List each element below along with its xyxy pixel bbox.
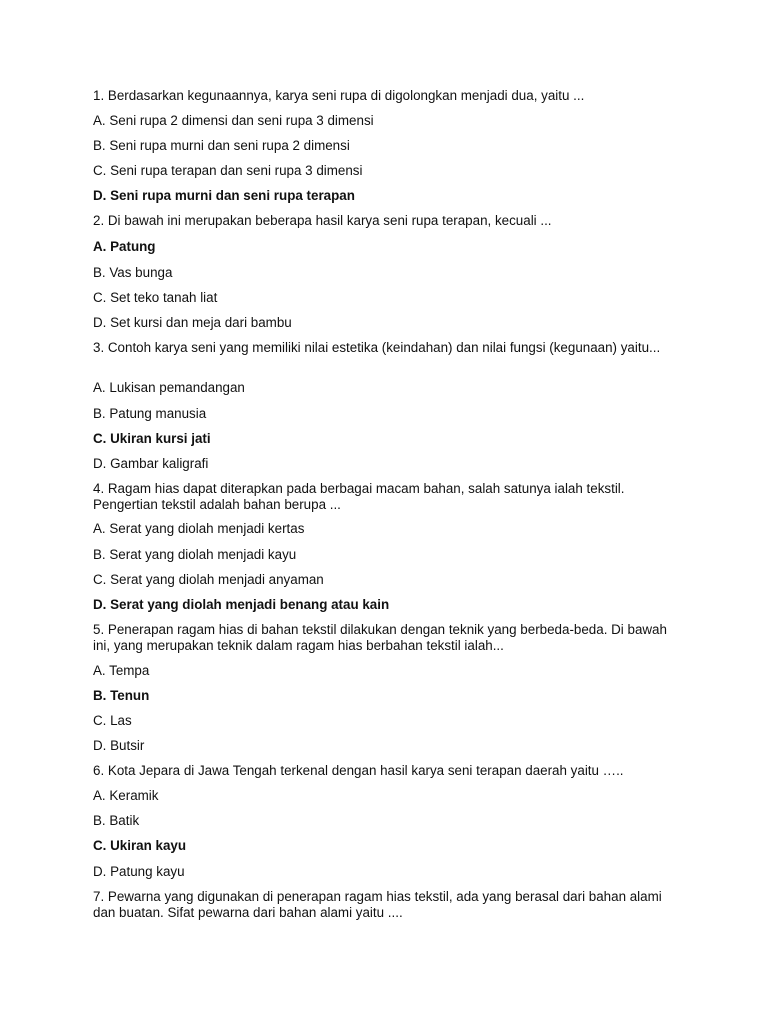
q6-option-b: B. Batik	[93, 813, 140, 828]
q5-option-c: C. Las	[93, 713, 132, 728]
question-1: 1. Berdasarkan kegunaannya, karya seni rupa di digolongkan menjadi dua, yaitu ...	[93, 88, 585, 103]
q2-option-d: D. Set kursi dan meja dari bambu	[93, 315, 292, 330]
q1-option-d-answer: D. Seni rupa murni dan seni rupa terapan	[93, 188, 355, 203]
q3-option-d: D. Gambar kaligrafi	[93, 456, 209, 471]
q3-option-a: A. Lukisan pemandangan	[93, 380, 245, 395]
q4-option-d-answer: D. Serat yang diolah menjadi benang atau kain	[93, 597, 390, 612]
q1-option-c: C. Seni rupa terapan dan seni rupa 3 dimensi	[93, 163, 363, 178]
q4-option-a: A. Serat yang diolah menjadi kertas	[93, 521, 305, 536]
question-3: 3. Contoh karya seni yang memiliki nilai estetika (keindahan) dan nilai fungsi (kegunaan) yaitu...	[93, 340, 661, 355]
q5-option-a: A. Tempa	[93, 663, 150, 678]
question-6: 6. Kota Jepara di Jawa Tengah terkenal dengan hasil karya seni terapan daerah yaitu …..	[93, 763, 624, 778]
q3-option-c-answer: C. Ukiran kursi jati	[93, 431, 211, 446]
q1-option-a: A. Seni rupa 2 dimensi dan seni rupa 3 dimensi	[93, 113, 374, 128]
q4-option-b: B. Serat yang diolah menjadi kayu	[93, 547, 297, 562]
q6-option-c-answer: C. Ukiran kayu	[93, 838, 187, 853]
q4-option-c: C. Serat yang diolah menjadi anyaman	[93, 572, 324, 587]
question-4: 4. Ragam hias dapat diterapkan pada berbagai macam bahan, salah satunya ialah tekstil. Pengertian tekstil adalah bahan berupa ...	[93, 481, 625, 512]
q2-option-b: B. Vas bunga	[93, 265, 173, 280]
question-7: 7. Pewarna yang digunakan di penerapan ragam hias tekstil, ada yang berasal dari bahan alami dan buatan. Sifat pewarna dari bahan alami yaitu ....	[93, 889, 662, 920]
q2-option-a-answer: A. Patung	[93, 239, 156, 254]
q6-option-a: A. Keramik	[93, 788, 159, 803]
q6-option-d: D. Patung kayu	[93, 864, 185, 879]
q3-option-b: B. Patung manusia	[93, 406, 207, 421]
question-2: 2. Di bawah ini merupakan beberapa hasil karya seni rupa terapan, kecuali ...	[93, 213, 552, 228]
question-5: 5. Penerapan ragam hias di bahan tekstil dilakukan dengan teknik yang berbeda-beda. Di bawah ini, yang merupakan teknik dalam ragam hias berbahan tekstil ialah...	[93, 622, 667, 653]
q5-option-d: D. Butsir	[93, 738, 145, 753]
q5-option-b-answer: B. Tenun	[93, 688, 150, 703]
q1-option-b: B. Seni rupa murni dan seni rupa 2 dimensi	[93, 138, 350, 153]
q2-option-c: C. Set teko tanah liat	[93, 290, 218, 305]
